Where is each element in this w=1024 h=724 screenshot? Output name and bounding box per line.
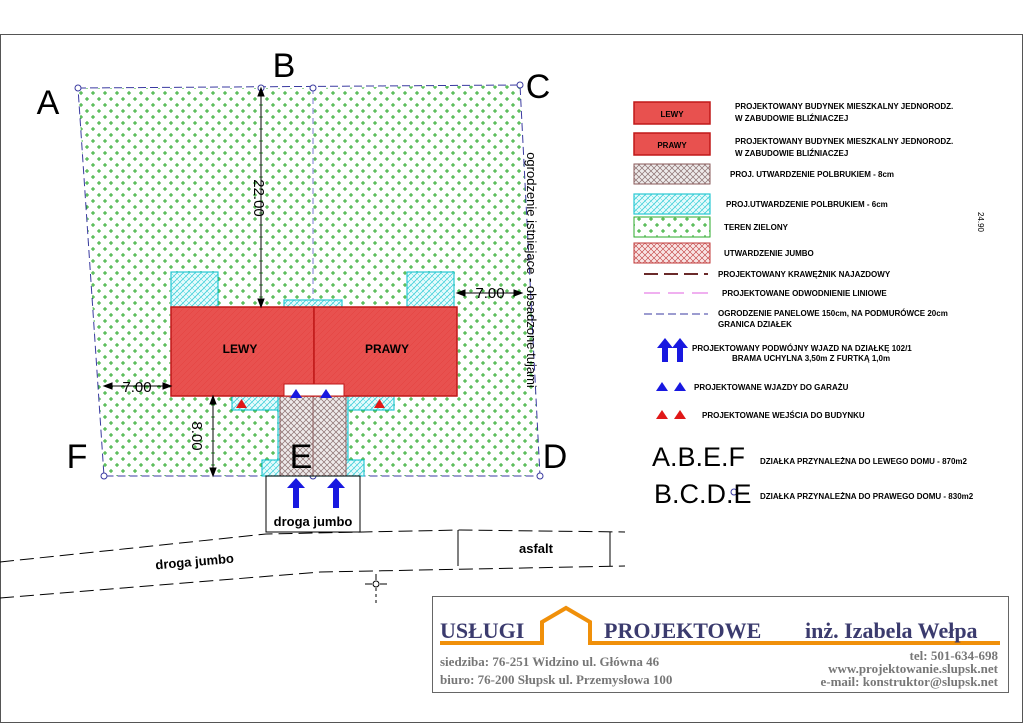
dimension-left: 7.00 (122, 379, 152, 396)
legend-text-9b: GRANICA DZIAŁEK (718, 320, 792, 329)
corner-c: C (525, 68, 551, 106)
asphalt-label: asfalt (519, 541, 553, 556)
parcel-code-left: A.B.E.F (652, 442, 746, 472)
legend-text-10a: PROJEKTOWANY PODWÓJNY WJAZD NA DZIAŁKĘ 102/1 (692, 344, 912, 353)
dimension-bottom: 8.00 (188, 421, 205, 451)
building-right-label: PRAWY (364, 342, 410, 356)
road-label: droga jumbo (154, 550, 235, 573)
legend-text-1a: PROJEKTOWANY BUDYNEK MIESZKALNY JEDNORODZ. (735, 102, 954, 111)
corner-d: D (542, 438, 568, 476)
email: e-mail: konstruktor@slupsk.net (820, 674, 998, 689)
gate-arrows (287, 478, 345, 508)
brand-word-1: USŁUGI (440, 618, 525, 643)
brand-word-2: PROJEKTOWE (604, 618, 762, 643)
designer-name: inż. Izabela Wełpa (805, 618, 978, 643)
dimension-right: 7.00 (475, 285, 505, 302)
parcel-desc-left: DZIAŁKA PRZYNALEŻNA DO LEWEGO DOMU - 870m2 (760, 457, 967, 466)
legend (634, 102, 974, 509)
office-address: biuro: 76-200 Słupsk ul. Przemysłowa 100 (440, 672, 673, 687)
dimension-side: 24.90 (976, 211, 985, 233)
legend-text-12: PROJEKTOWANE WEJŚCIA DO BUDYNKU (702, 411, 865, 420)
legend-entrance-triangles (656, 410, 686, 419)
hq-address: siedziba: 76-251 Widzino ul. Główna 46 (440, 654, 660, 669)
legend-swatch-left-text: LEWY (660, 110, 684, 119)
phone: tel: 501-634-698 (909, 648, 998, 663)
titleblock (432, 596, 1008, 692)
road-label-box-text: droga jumbo (273, 514, 353, 529)
legend-text-11: PROJEKTOWANE WJAZDY DO GARAŻU (694, 383, 849, 392)
corner-f: F (66, 438, 88, 476)
legend-text-7: PROJEKTOWANY KRAWĘŻNIK NAJAZDOWY (718, 270, 891, 279)
parcel-desc-right: DZIAŁKA PRZYNALEŻNA DO PRAWEGO DOMU - 830m2 (760, 492, 974, 501)
building-left-label: LEWY (222, 342, 258, 356)
legend-text-6: UTWARDZENIE JUMBO (724, 249, 814, 258)
legend-text-10b: BRAMA UCHYLNA 3,50m Z FURTKĄ 1,0m (732, 354, 891, 363)
parcel-code-right: B.C.D.E (654, 479, 752, 509)
legend-garage-triangles (656, 382, 686, 391)
road-details (365, 530, 610, 604)
dimension-top: 22.00 (250, 179, 267, 217)
legend-swatch-green (634, 217, 710, 237)
legend-text-4: PROJ.UTWARDZENIE POLBRUKIEM - 6cm (726, 200, 888, 209)
corner-e: E (289, 438, 313, 476)
legend-text-5: TEREN ZIELONY (724, 223, 789, 232)
legend-text-9a: OGRODZENIE PANELOWE 150cm, NA PODMURÓWCE 20cm (718, 309, 948, 318)
website: www.projektowanie.slupsk.net (828, 661, 998, 676)
legend-swatch-jumbo (634, 243, 710, 263)
legend-swatch-cyan (634, 194, 710, 214)
legend-swatch-right-text: PRAWY (657, 141, 687, 150)
fence-label: ogrodzenie istniejące - obsadzone tujami (524, 152, 539, 388)
corner-a: A (36, 84, 60, 122)
legend-text-2a: PROJEKTOWANY BUDYNEK MIESZKALNY JEDNORODZ. (735, 137, 954, 146)
legend-text-1b: W ZABUDOWIE BLIŹNIACZEJ (735, 114, 849, 123)
legend-gate-arrows (657, 338, 688, 362)
corner-b: B (272, 47, 296, 85)
legend-text-8: PROJEKTOWANE ODWODNIENIE LINIOWE (722, 289, 887, 298)
legend-text-3: PROJ. UTWARDZENIE POLBRUKIEM - 8cm (730, 170, 895, 179)
legend-text-2b: W ZABUDOWIE BLIŹNIACZEJ (735, 149, 849, 158)
legend-swatch-brick (634, 164, 710, 184)
